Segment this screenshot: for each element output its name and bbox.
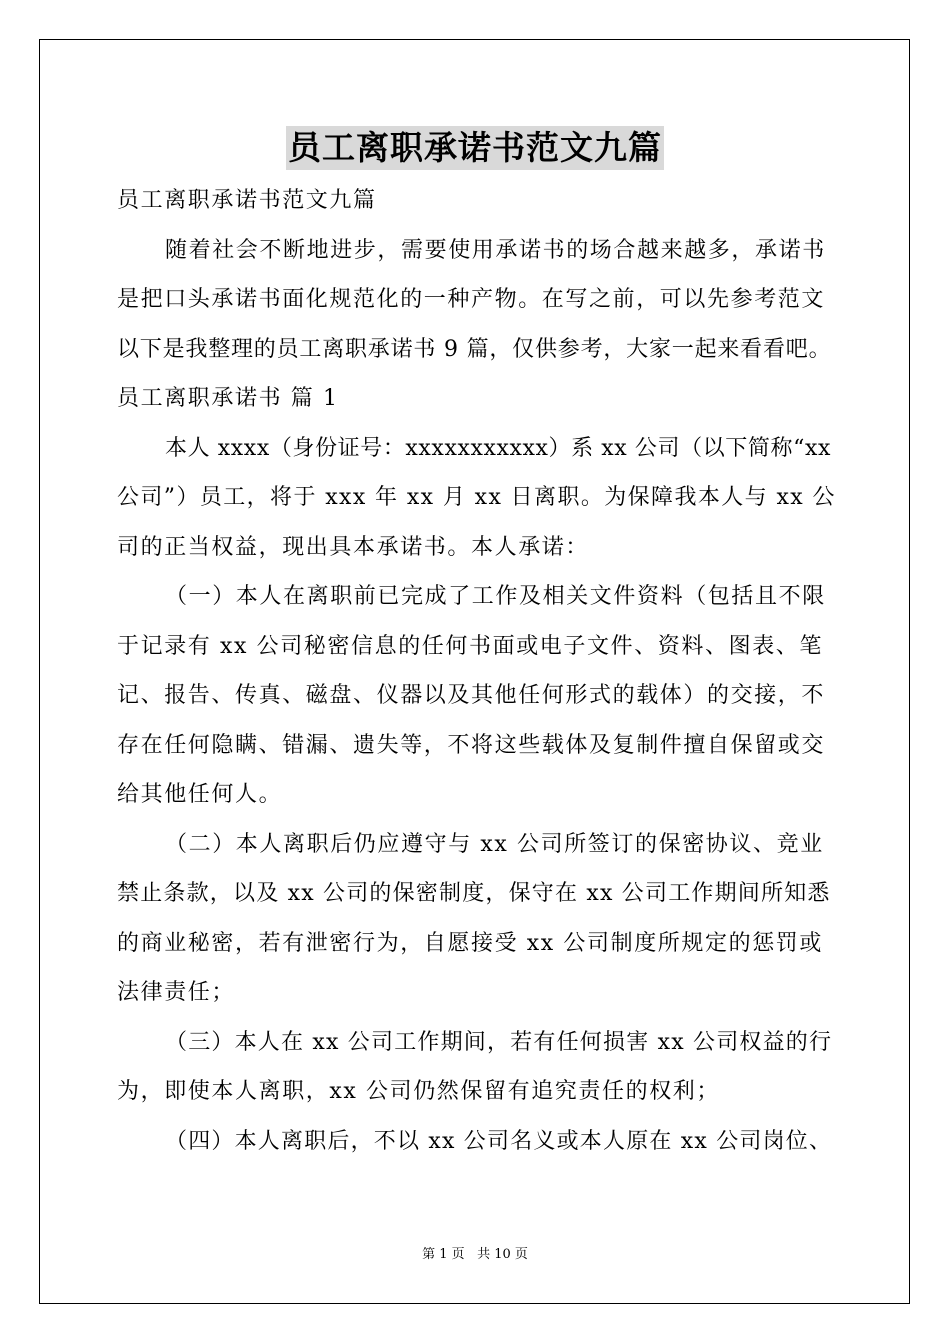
text-line: 以下是我整理的员工离职承诺书 9 篇，仅供参考，大家一起来看看吧。	[117, 336, 832, 362]
page-footer	[0, 1245, 950, 1265]
text-line: 为，即使本人离职，xx 公司仍然保留有追究责任的权利；	[117, 1079, 721, 1104]
text-line: 司的正当权益，现出具本承诺书。本人承诺：	[117, 534, 590, 560]
text-line: 随着社会不断地进步，需要使用承诺书的场合越来越多，承诺书	[165, 237, 826, 263]
text-line: （三）本人在 xx 公司工作期间，若有任何损害 xx 公司权益的行	[165, 1029, 833, 1055]
text-line: 员工离职承诺书 篇 1	[117, 386, 339, 411]
title-container	[0, 126, 950, 170]
text-line: 本人 xxxx（身份证号：xxxxxxxxxxx）系 xx 公司（以下简称“xx	[165, 435, 831, 461]
text-line: 是把口头承诺书面化规范化的一种产物。在写之前，可以先参考范文	[117, 287, 826, 312]
page-number: 第 1 页	[422, 1247, 465, 1262]
text-line: 记、报告、传真、磁盘、仪器以及其他任何形式的载体）的交接，不	[117, 683, 826, 708]
text-line: 存在任何隐瞒、错漏、遗失等，不将这些载体及复制件擅自保留或交	[117, 732, 826, 758]
text-line: 的商业秘密，若有泄密行为，自愿接受 xx 公司制度所规定的惩罚或	[117, 930, 824, 956]
text-line: 员工离职承诺书范文九篇	[117, 188, 377, 213]
text-line: 禁止条款，以及 xx 公司的保密制度，保守在 xx 公司工作期间所知悉	[117, 881, 831, 906]
text-line: 公司”）员工，将于 xxx 年 xx 月 xx 日离职。为保障我本人与 xx 公	[117, 485, 836, 510]
text-line: （四）本人离职后，不以 xx 公司名义或本人原在 xx 公司岗位、	[165, 1128, 833, 1154]
document-title: 员工离职承诺书范文九篇	[286, 126, 664, 170]
text-line: （一）本人在离职前已完成了工作及相关文件资料（包括且不限	[165, 584, 826, 609]
text-line: 于记录有 xx 公司秘密信息的任何书面或电子文件、资料、图表、笔	[117, 633, 824, 659]
document-body	[117, 176, 837, 1166]
text-line: 法律责任；	[117, 980, 236, 1005]
page-total: 共 10 页	[477, 1247, 528, 1262]
text-line: 给其他任何人。	[117, 782, 283, 807]
text-line: （二）本人离职后仍应遵守与 xx 公司所签订的保密协议、竞业	[165, 831, 824, 857]
